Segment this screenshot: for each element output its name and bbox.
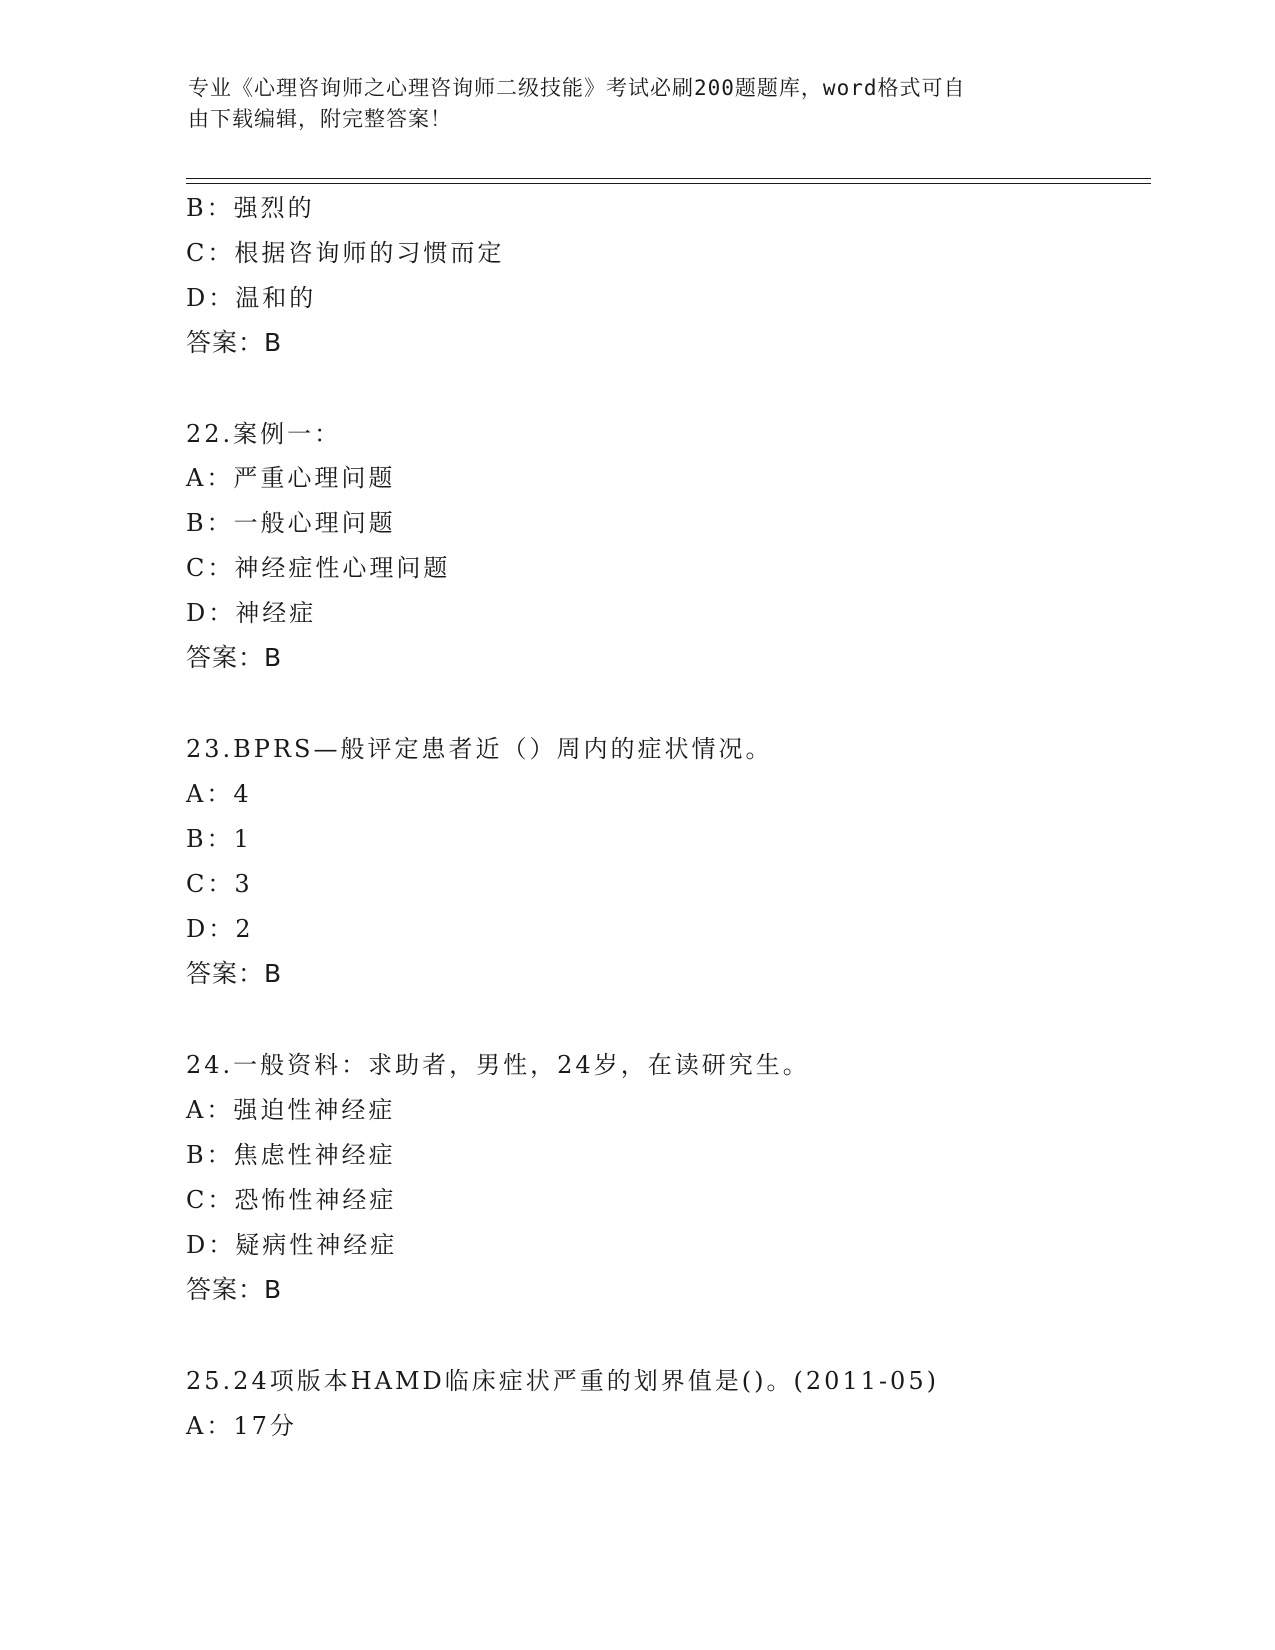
header-rule-bottom [186, 183, 1151, 184]
header-rule-top [186, 178, 1151, 179]
document-header [188, 73, 1068, 135]
option-d: D：温和的 [186, 284, 317, 312]
header-line-2: 由下载编辑，附完整答案！ [188, 107, 452, 131]
option-a: A：强迫性神经症 [186, 1096, 396, 1124]
question-25: 25.24项版本HAMD临床症状严重的划界值是()。(2011-05) [186, 1367, 939, 1395]
option-b: B：焦虑性神经症 [186, 1141, 396, 1169]
question-23: 23.BPRS—般评定患者近（）周内的症状情况。 [186, 735, 773, 763]
option-b: B：一般心理问题 [186, 509, 396, 537]
option-a: A：严重心理问题 [186, 464, 396, 492]
option-d: D：2 [186, 915, 254, 943]
header-line-1: 专业《心理咨询师之心理咨询师二级技能》考试必刷200题题库，word格式可自 [188, 76, 966, 100]
answer-line: 答案：B [186, 643, 283, 672]
question-22: 22.案例一： [186, 420, 342, 448]
option-c: C：神经症性心理问题 [186, 554, 451, 582]
option-c: C：3 [186, 870, 253, 898]
option-b: B：1 [186, 825, 252, 853]
option-c: C：根据咨询师的习惯而定 [186, 239, 505, 267]
option-a: A：17分 [186, 1412, 297, 1440]
answer-line: 答案：B [186, 1275, 283, 1304]
answer-line: 答案：B [186, 959, 283, 988]
option-d: D：疑病性神经症 [186, 1231, 398, 1259]
option-b: B：强烈的 [186, 194, 315, 222]
option-c: C：恐怖性神经症 [186, 1186, 397, 1214]
option-a: A：4 [186, 780, 252, 808]
option-d: D：神经症 [186, 599, 317, 627]
answer-line: 答案：B [186, 328, 283, 357]
question-24: 24.一般资料：求助者，男性，24岁，在读研究生。 [186, 1051, 810, 1079]
